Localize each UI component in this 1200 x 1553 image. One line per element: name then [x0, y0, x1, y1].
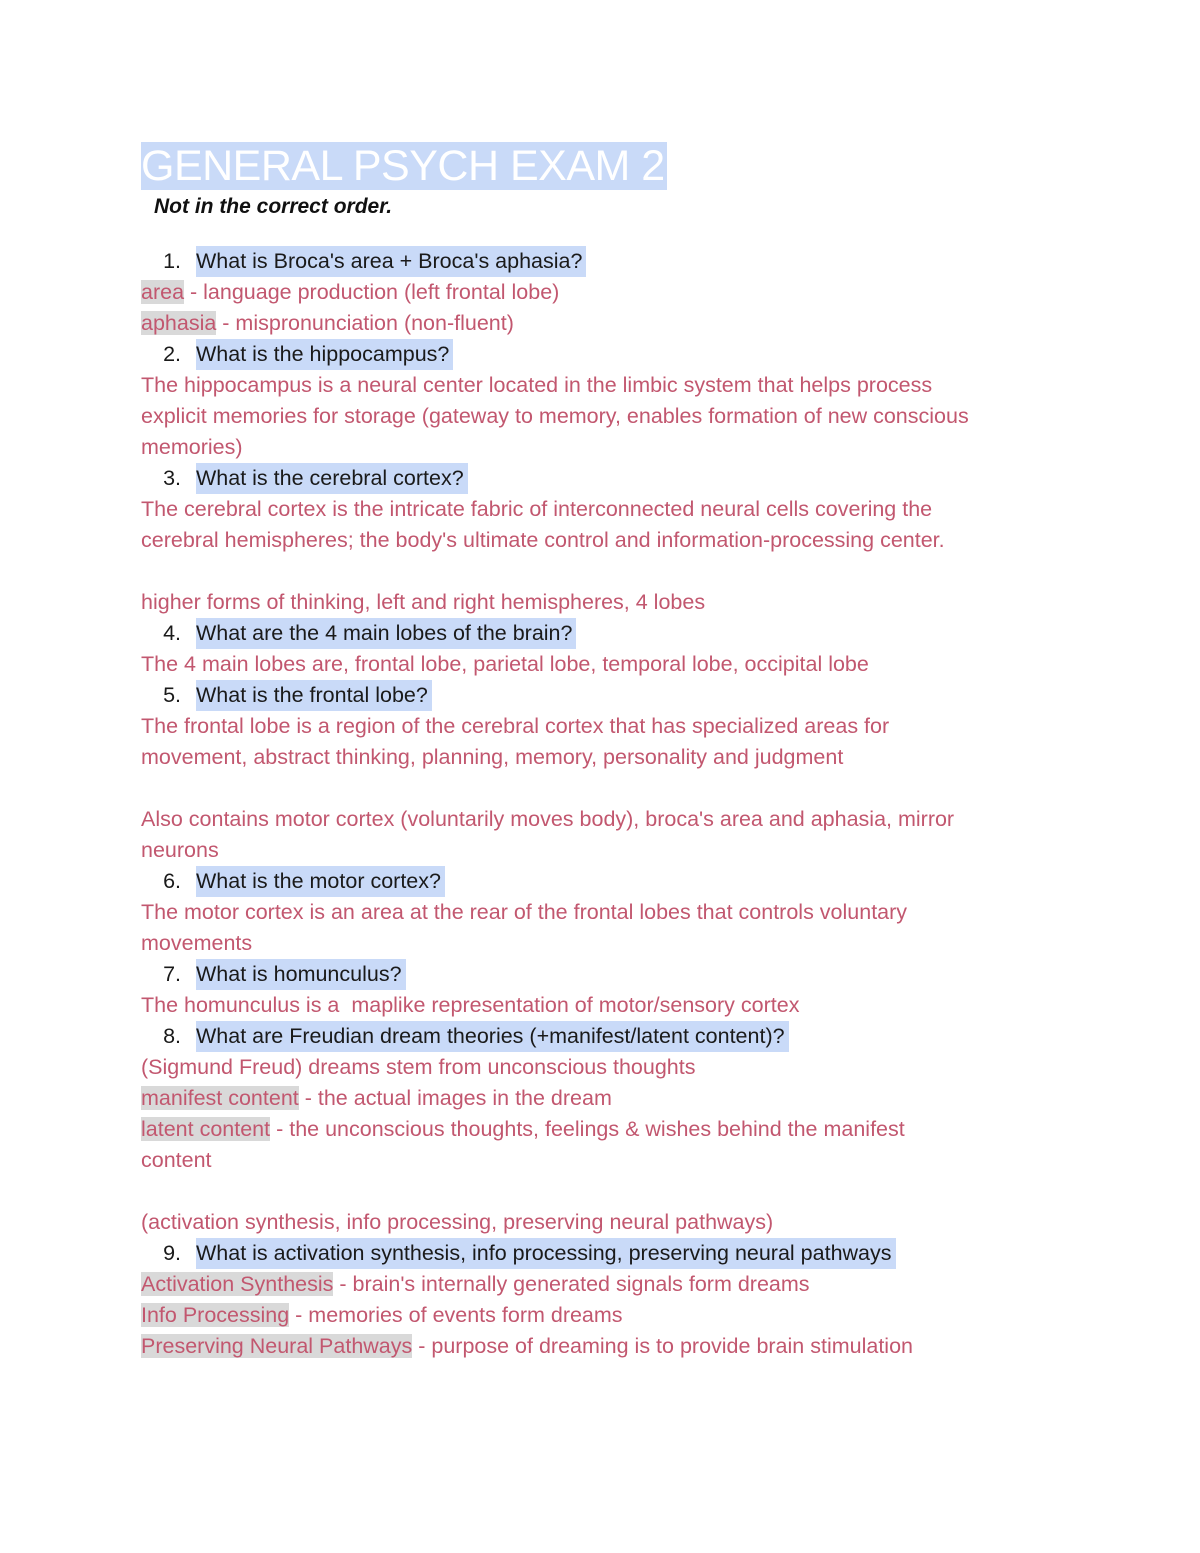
question-3	[141, 463, 1061, 494]
question-number: 6.	[163, 869, 181, 893]
question-7	[141, 959, 1061, 990]
question-text: What are the 4 main lobes of the brain?	[196, 618, 576, 649]
question-1	[141, 246, 1061, 277]
answer-line: The motor cortex is an area at the rear of the frontal lobes that controls voluntary	[141, 900, 908, 924]
term-highlight: Activation Synthesis	[141, 1272, 334, 1296]
blank-line	[141, 556, 1061, 587]
term-highlight: Info Processing	[141, 1303, 290, 1327]
blank-line	[141, 1176, 1061, 1207]
answer-line: Info Processing - memories of events form dreams	[141, 1303, 623, 1327]
question-4	[141, 618, 1061, 649]
term-highlight: latent content	[141, 1117, 271, 1141]
question-2	[141, 339, 1061, 370]
term-highlight: manifest content	[141, 1086, 299, 1110]
question-number: 2.	[163, 342, 181, 366]
answer-line: content	[141, 1148, 212, 1172]
answer-line: manifest content - the actual images in the dream	[141, 1086, 612, 1110]
term-highlight: area	[141, 280, 185, 304]
question-text: What is the cerebral cortex?	[196, 463, 468, 494]
answer-line: movement, abstract thinking, planning, memory, personality and judgment	[141, 745, 844, 769]
document-subtitle: Not in the correct order.	[154, 195, 393, 218]
answer-line: aphasia - mispronunciation (non-fluent)	[141, 311, 514, 335]
question-6	[141, 866, 1061, 897]
question-number: 3.	[163, 466, 181, 490]
answer-line: explicit memories for storage (gateway to memory, enables formation of new conscious	[141, 404, 969, 428]
answer-line: The hippocampus is a neural center located in the limbic system that helps process	[141, 373, 933, 397]
question-text: What are Freudian dream theories (+manifest/latent content)?	[196, 1021, 789, 1052]
term-highlight: aphasia	[141, 311, 217, 335]
answer-line: cerebral hemispheres; the body's ultimate control and information-processing center.	[141, 528, 945, 552]
answer-line: memories)	[141, 435, 243, 459]
answer-line: The 4 main lobes are, frontal lobe, parietal lobe, temporal lobe, occipital lobe	[141, 652, 869, 676]
question-text: What is the motor cortex?	[196, 866, 445, 897]
answer-line: movements	[141, 931, 253, 955]
question-text: What is the frontal lobe?	[196, 680, 432, 711]
question-number: 7.	[163, 962, 181, 986]
answer-line: The frontal lobe is a region of the cerebral cortex that has specialized areas for	[141, 714, 890, 738]
question-number: 1.	[163, 249, 181, 273]
question-9	[141, 1238, 1061, 1269]
answer-line: Also contains motor cortex (voluntarily moves body), broca's area and aphasia, mirror	[141, 807, 955, 831]
question-text: What is homunculus?	[196, 959, 406, 990]
answer-line: The cerebral cortex is the intricate fabric of interconnected neural cells covering the	[141, 497, 933, 521]
answer-line: (Sigmund Freud) dreams stem from unconscious thoughts	[141, 1055, 696, 1079]
answer-line: neurons	[141, 838, 219, 862]
question-number: 8.	[163, 1024, 181, 1048]
question-8	[141, 1021, 1061, 1052]
question-text: What is activation synthesis, info processing, preserving neural pathways	[196, 1238, 896, 1269]
answer-line: higher forms of thinking, left and right hemispheres, 4 lobes	[141, 590, 706, 614]
answer-line: (activation synthesis, info processing, preserving neural pathways)	[141, 1210, 774, 1234]
blank-line	[141, 773, 1061, 804]
question-number: 9.	[163, 1241, 181, 1265]
document-page	[141, 138, 1061, 1362]
question-text: What is Broca's area + Broca's aphasia?	[196, 246, 586, 277]
answer-line: The homunculus is a maplike representation of motor/sensory cortex	[141, 993, 800, 1017]
answer-line: Preserving Neural Pathways - purpose of dreaming is to provide brain stimulation	[141, 1334, 913, 1358]
term-highlight: Preserving Neural Pathways	[141, 1334, 413, 1358]
document-title: GENERAL PSYCH EXAM 2	[141, 142, 665, 190]
answer-line: Activation Synthesis - brain's internally generated signals form dreams	[141, 1272, 810, 1296]
answer-line: area - language production (left frontal lobe)	[141, 280, 560, 304]
question-5	[141, 680, 1061, 711]
question-number: 5.	[163, 683, 181, 707]
question-number: 4.	[163, 621, 181, 645]
answer-line: latent content - the unconscious thoughts, feelings & wishes behind the manifest	[141, 1117, 905, 1141]
question-text: What is the hippocampus?	[196, 339, 453, 370]
